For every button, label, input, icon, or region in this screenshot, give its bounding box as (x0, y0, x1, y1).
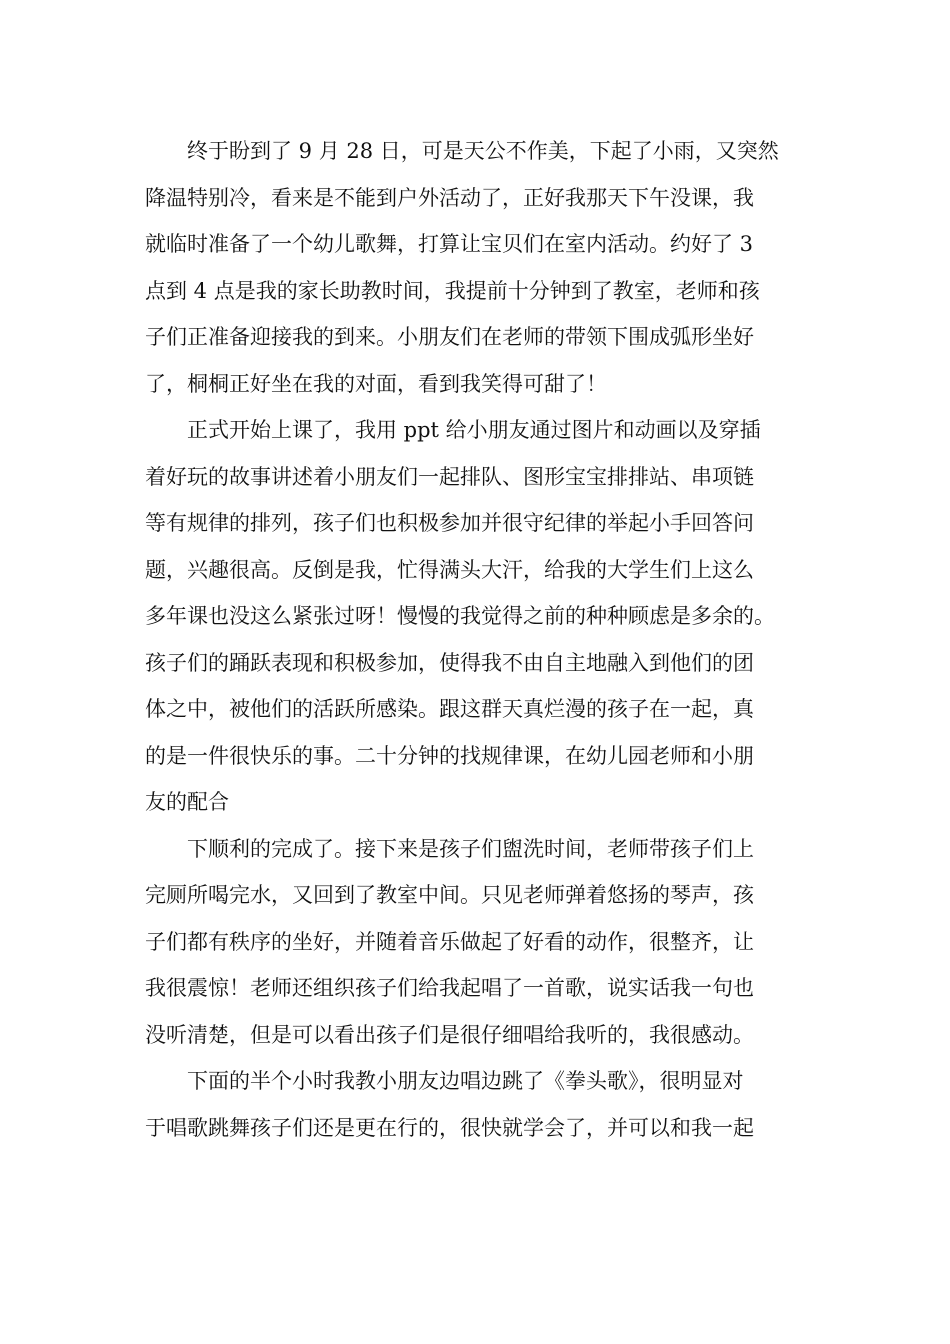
text-line: 体之中，被他们的活跃所感染。跟这群天真烂漫的孩子在一起，真 (145, 697, 754, 721)
text-line: 孩子们的踊跃表现和积极参加，使得我不由自主地融入到他们的团 (145, 650, 754, 675)
text-line: 完厕所喝完水，又回到了教室中间。只见老师弹着悠扬的琴声，孩 (145, 883, 754, 907)
text-line: 题，兴趣很高。反倒是我，忙得满头大汗，给我的大学生们上这么 (145, 557, 754, 582)
text-line: 下顺利的完成了。接下来是孩子们盥洗时间，老师带孩子们上 (187, 836, 754, 861)
text-line: 了，桐桐正好坐在我的对面，看到我笑得可甜了！ (145, 371, 607, 396)
text-line: 着好玩的故事讲述着小朋友们一起排队、图形宝宝排排站、串项链 (145, 464, 754, 489)
text-line: 子们正准备迎接我的到来。小朋友们在老师的带领下围成弧形坐好 (145, 325, 754, 349)
text-line: 点到 4 点是我的家长助教时间，我提前十分钟到了教室，老师和孩 (145, 278, 760, 303)
text-line: 就临时准备了一个幼儿歌舞，打算让宝贝们在室内活动。约好了 3 (145, 232, 754, 256)
text-line: 多年课也没这么紧张过呀！慢慢的我觉得之前的种种顾虑是多余的。 (145, 604, 775, 628)
text-line: 的是一件很快乐的事。二十分钟的找规律课，在幼儿园老师和小朋 (145, 743, 754, 768)
text-line: 我很震惊！老师还组织孩子们给我起唱了一首歌，说实话我一句也 (145, 976, 754, 1000)
body-text (145, 128, 810, 1151)
text-line: 正式开始上课了，我用 ppt 给小朋友通过图片和动画以及穿插 (187, 418, 761, 442)
text-line: 下面的半个小时我教小朋友边唱边跳了《拳头歌》，很明显对 (187, 1069, 744, 1093)
text-line: 终于盼到了 9 月 28 日，可是天公不作美，下起了小雨，又突然 (187, 139, 779, 163)
text-line: 子们都有秩序的坐好，并随着音乐做起了好看的动作，很整齐，让 (145, 929, 754, 954)
text-line: 降温特别冷，看来是不能到户外活动了，正好我那天下午没课，我 (145, 185, 754, 210)
text-line: 于唱歌跳舞孩子们还是更在行的，很快就学会了，并可以和我一起 (145, 1115, 754, 1140)
text-line: 友的配合 (145, 790, 229, 814)
text-line: 等有规律的排列，孩子们也积极参加并很守纪律的举起小手回答问 (145, 511, 754, 535)
text-line: 没听清楚，但是可以看出孩子们是很仔细唱给我听的，我很感动。 (145, 1022, 754, 1047)
